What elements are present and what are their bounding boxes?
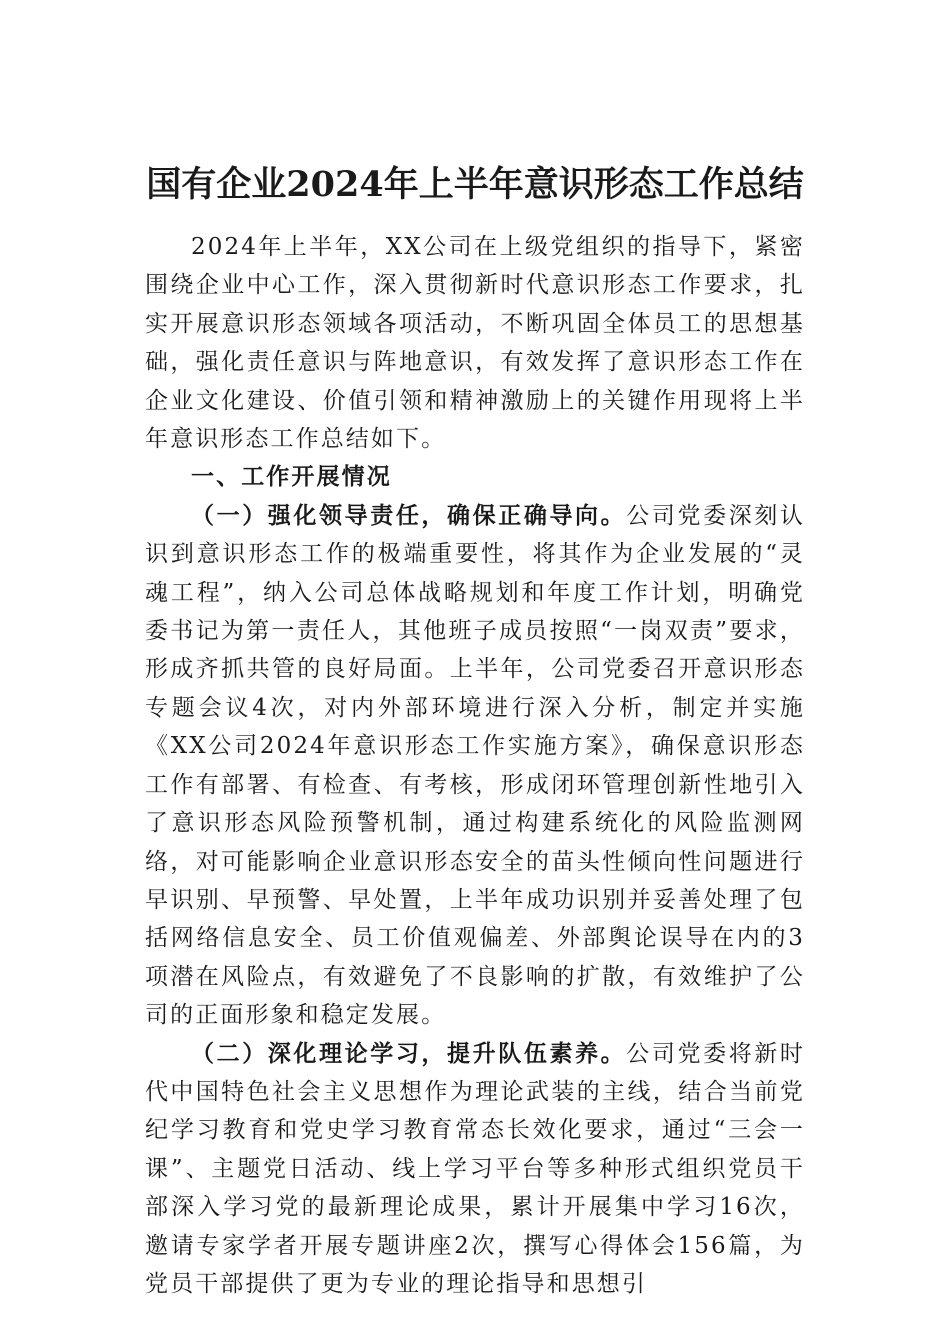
document-title: 国有企业2024年上半年意识形态工作总结: [146, 164, 804, 205]
section-heading: 一、工作开展情况: [191, 464, 392, 491]
item-1-paragraph: [145, 497, 805, 1035]
item-2-body: 公司党委将新时代中国特色社会主义思想作为理论武装的主线，结合当前党纪学习教育和党史学习教育常态长效化要求，通过“三会一课”、主题党日活动、线上学习平台等多种形式组织党员干部深入学习党的最新理论成果，累计开展集中学习16次，邀请专家学者开展专题讲座2次，撰写心得体会156篇，为党员干部提供了更为专业的理论指导和思想引: [145, 1040, 806, 1297]
item-1-body: 公司党委深刻认识到意识形态工作的极端重要性，将其作为企业发展的“灵魂工程”，纳入公司总体战略规划和年度工作计划，明确党委书记为第一责任人，其他班子成员按照“一岗双责”要求，形成齐抓共管的良好局面。上半年，公司党委召开意识形态专题会议4次，对内外部环境进行深入分析，制定并实施《XX公司2024年意识形态工作实施方案》，确保意识形态工作有部署、有检查、有考核，形成闭环管理创新性地引入了意识形态风险预警机制，通过构建系统化的风险监测网络，对可能影响企业意识形态安全的苗头性倾向性问题进行早识别、早预警、早处置，上半年成功识别并妥善处理了包括网络信息安全、员工价值观偏差、外部舆论误导在内的3项潜在风险点，有效避免了不良影响的扩散，有效维护了公司的正面形象和稳定发展。: [145, 502, 806, 1029]
document-body: [145, 228, 805, 1303]
item-2-lead: （二）深化理论学习，提升队伍素养。: [191, 1039, 627, 1067]
item-1-lead: （一）强化领导责任，确保正确导向。: [191, 501, 627, 529]
item-2-paragraph: [145, 1035, 805, 1304]
intro-paragraph: 2024年上半年，XX公司在上级党组织的指导下，紧密围绕企业中心工作，深入贯彻新时代意识形态工作要求，扎实开展意识形态领域各项活动，不断巩固全体员工的思想基础，强化责任意识与阵地意识，有效发挥了意识形态工作在企业文化建设、价值引领和精神激励上的关键作用现将上半年意识形态工作总结如下。: [145, 234, 805, 453]
